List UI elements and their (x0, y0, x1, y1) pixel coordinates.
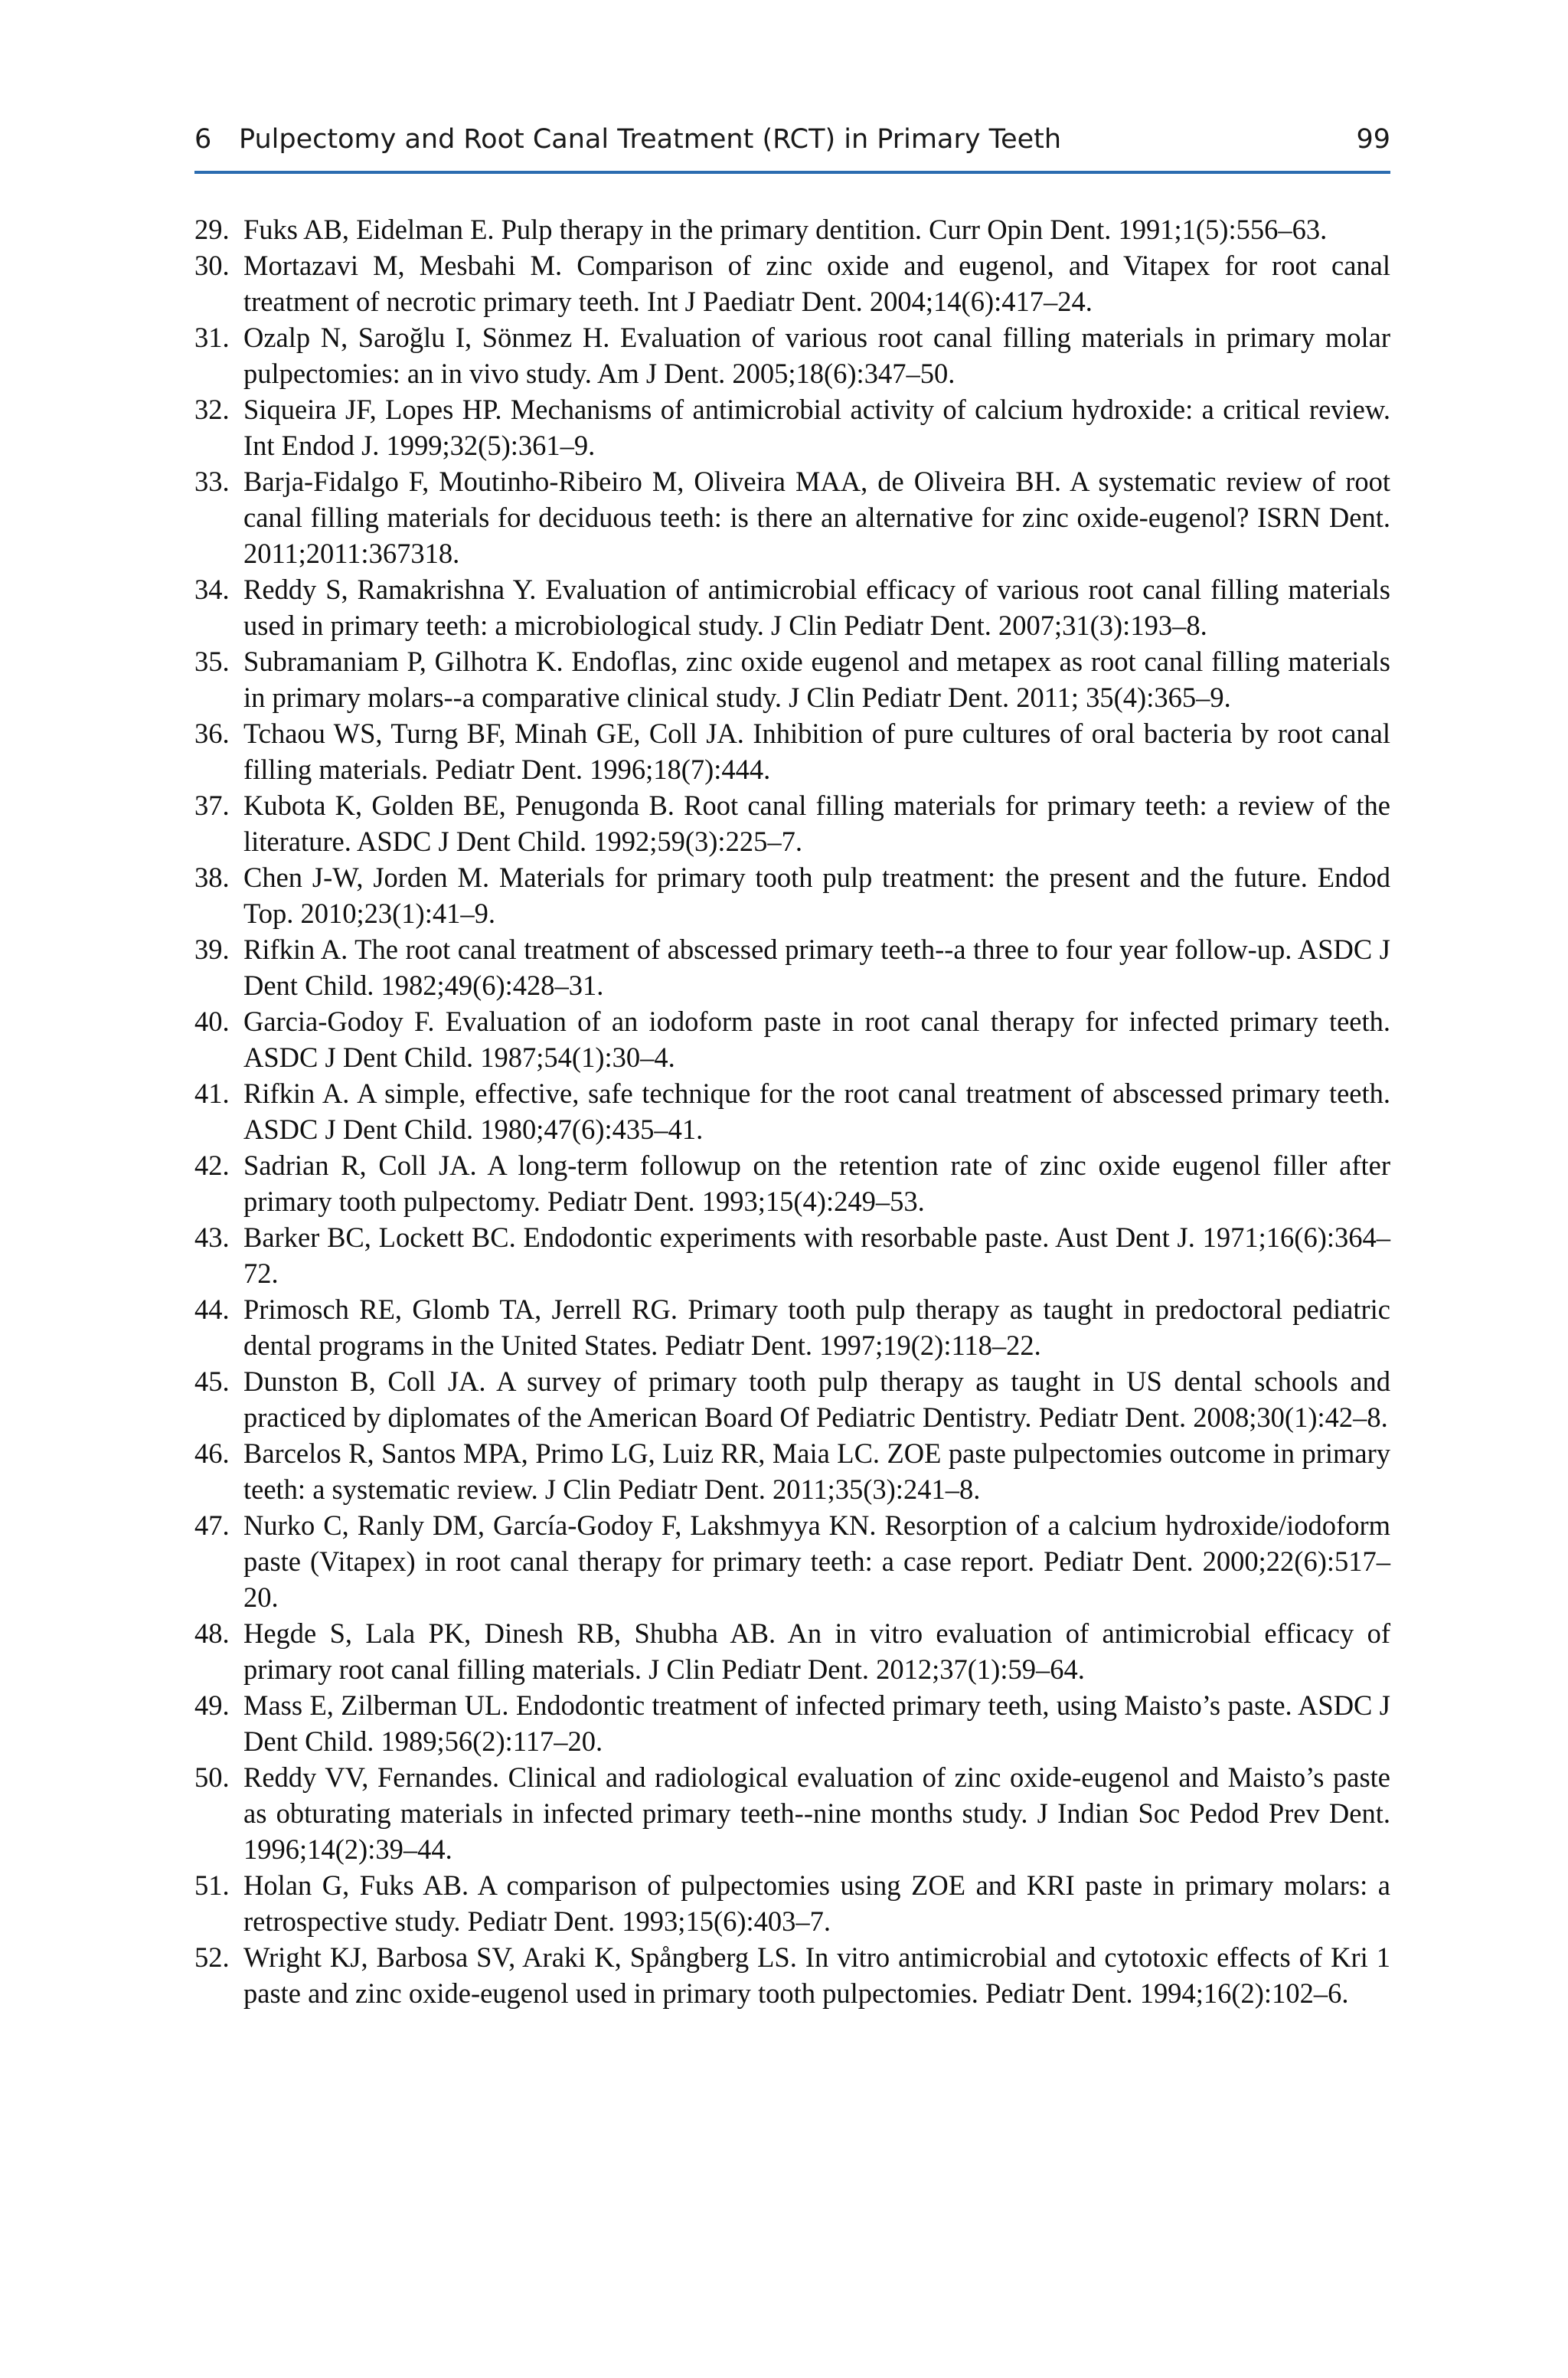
reference-number: 44. (194, 1294, 230, 1325)
reference-item (194, 1615, 1390, 1687)
reference-item (194, 1435, 1390, 1507)
reference-number: 46. (194, 1438, 230, 1469)
reference-text: Hegde S, Lala PK, Dinesh RB, Shubha AB. An in vitro evaluation of antimicrobial efficacy of primary root canal filling materials. J Clin Pediatr Dent. 2012;37(1):59–64. (243, 1617, 1390, 1685)
reference-number: 48. (194, 1617, 230, 1649)
reference-item (194, 931, 1390, 1003)
reference-item (194, 319, 1390, 391)
reference-number: 45. (194, 1366, 230, 1397)
reference-text: Tchaou WS, Turng BF, Minah GE, Coll JA. Inhibition of pure cultures of oral bacteria by root canal filling materials. Pediatr Dent. 1996;18(7):444. (243, 718, 1390, 785)
reference-text: Barja-Fidalgo F, Moutinho-Ribeiro M, Oliveira MAA, de Oliveira BH. A systematic review of root canal filling materials for deciduous teeth: is there an alternative for zinc oxide-eugenol? ISRN Dent. 2011;2011:367318. (243, 466, 1390, 569)
reference-item (194, 1939, 1390, 2011)
reference-text: Barcelos R, Santos MPA, Primo LG, Luiz RR, Maia LC. ZOE paste pulpectomies outcome in primary teeth: a systematic review. J Clin Pediatr Dent. 2011;35(3):241–8. (243, 1438, 1390, 1505)
reference-number: 32. (194, 394, 230, 425)
reference-item (194, 571, 1390, 643)
reference-item (194, 1147, 1390, 1219)
reference-item (194, 1291, 1390, 1363)
reference-text: Reddy S, Ramakrishna Y. Evaluation of antimicrobial efficacy of various root canal filling materials used in primary teeth: a microbiological study. J Clin Pediatr Dent. 2007;31(3):193–8. (243, 574, 1390, 641)
reference-item (194, 787, 1390, 859)
reference-number: 41. (194, 1078, 230, 1109)
reference-number: 47. (194, 1510, 230, 1541)
reference-text: Barker BC, Lockett BC. Endodontic experiments with resorbable paste. Aust Dent J. 1971;16(6):364–72. (243, 1222, 1390, 1289)
reference-item (194, 1507, 1390, 1615)
reference-text: Mortazavi M, Mesbahi M. Comparison of zinc oxide and eugenol, and Vitapex for root canal treatment of necrotic primary teeth. Int J Paediatr Dent. 2004;14(6):417–24. (243, 250, 1390, 317)
reference-number: 31. (194, 322, 230, 353)
reference-text: Siqueira JF, Lopes HP. Mechanisms of antimicrobial activity of calcium hydroxide: a critical review. Int Endod J. 1999;32(5):361–9. (243, 394, 1390, 461)
reference-text: Rifkin A. A simple, effective, safe technique for the root canal treatment of abscessed primary teeth. ASDC J Dent Child. 1980;47(6):435–41. (243, 1078, 1390, 1145)
reference-number: 36. (194, 718, 230, 749)
reference-item (194, 715, 1390, 787)
reference-number: 37. (194, 790, 230, 821)
reference-number: 50. (194, 1761, 230, 1793)
reference-text: Rifkin A. The root canal treatment of abscessed primary teeth--a three to four year follow-up. ASDC J Dent Child. 1982;49(6):428–31. (243, 934, 1390, 1001)
reference-number: 38. (194, 862, 230, 893)
reference-item (194, 1363, 1390, 1435)
reference-number: 52. (194, 1941, 230, 1973)
reference-number: 33. (194, 466, 230, 497)
reference-item (194, 211, 1390, 247)
reference-number: 35. (194, 646, 230, 677)
reference-number: 43. (194, 1222, 230, 1253)
reference-number: 42. (194, 1150, 230, 1181)
reference-item (194, 1867, 1390, 1939)
reference-text: Chen J-W, Jorden M. Materials for primary tooth pulp treatment: the present and the future. Endod Top. 2010;23(1):41–9. (243, 862, 1390, 929)
reference-text: Wright KJ, Barbosa SV, Araki K, Spångberg LS. In vitro antimicrobial and cytotoxic effects of Kri 1 paste and zinc oxide-eugenol used in primary tooth pulpectomies. Pediatr Dent. 1994;16(2):102–6. (243, 1941, 1390, 2009)
reference-item (194, 1075, 1390, 1147)
reference-text: Subramaniam P, Gilhotra K. Endoflas, zinc oxide eugenol and metapex as root canal filling materials in primary molars--a comparative clinical study. J Clin Pediatr Dent. 2011; 35(4):365–9. (243, 646, 1390, 713)
reference-item (194, 1219, 1390, 1291)
reference-item (194, 1687, 1390, 1759)
reference-text: Primosch RE, Glomb TA, Jerrell RG. Primary tooth pulp therapy as taught in predoctoral pediatric dental programs in the United States. Pediatr Dent. 1997;19(2):118–22. (243, 1294, 1390, 1361)
reference-item (194, 463, 1390, 571)
reference-number: 49. (194, 1689, 230, 1721)
chapter-number: 6 (194, 124, 212, 155)
reference-item (194, 247, 1390, 319)
reference-number: 40. (194, 1006, 230, 1037)
reference-item (194, 859, 1390, 931)
reference-number: 29. (194, 214, 230, 245)
reference-text: Kubota K, Golden BE, Penugonda B. Root canal filling materials for primary teeth: a review of the literature. ASDC J Dent Child. 1992;59(3):225–7. (243, 790, 1390, 857)
reference-item (194, 1759, 1390, 1867)
header-rule (194, 171, 1390, 174)
page-number: 99 (1356, 124, 1390, 155)
reference-text: Fuks AB, Eidelman E. Pulp therapy in the primary dentition. Curr Opin Dent. 1991;1(5):556–63. (243, 214, 1328, 245)
running-head (194, 121, 1390, 167)
reference-text: Reddy VV, Fernandes. Clinical and radiological evaluation of zinc oxide-eugenol and Maisto’s paste as obturating materials in infected primary teeth--nine months study. J Indian Soc Pedod Prev Dent. 1996;14(2):39–44. (243, 1761, 1390, 1865)
reference-text: Holan G, Fuks AB. A comparison of pulpectomies using ZOE and KRI paste in primary molars: a retrospective study. Pediatr Dent. 1993;15(6):403–7. (243, 1869, 1390, 1937)
reference-number: 34. (194, 574, 230, 605)
reference-text: Garcia-Godoy F. Evaluation of an iodoform paste in root canal therapy for infected primary teeth. ASDC J Dent Child. 1987;54(1):30–4. (243, 1006, 1390, 1073)
reference-number: 30. (194, 250, 230, 281)
reference-item (194, 391, 1390, 463)
reference-number: 51. (194, 1869, 230, 1901)
reference-text: Sadrian R, Coll JA. A long-term followup on the retention rate of zinc oxide eugenol filler after primary tooth pulpectomy. Pediatr Dent. 1993;15(4):249–53. (243, 1150, 1390, 1217)
reference-item (194, 1003, 1390, 1075)
reference-item (194, 643, 1390, 715)
reference-text: Ozalp N, Saroğlu I, Sönmez H. Evaluation of various root canal filling materials in primary molar pulpectomies: an in vivo study. Am J Dent. 2005;18(6):347–50. (243, 322, 1390, 389)
reference-number: 39. (194, 934, 230, 965)
reference-text: Mass E, Zilberman UL. Endodontic treatment of infected primary teeth, using Maisto’s paste. ASDC J Dent Child. 1989;56(2):117–20. (243, 1689, 1390, 1757)
reference-text: Dunston B, Coll JA. A survey of primary tooth pulp therapy as taught in US dental schools and practiced by diplomates of the American Board Of Pediatric Dentistry. Pediatr Dent. 2008;30(1):42–8. (243, 1366, 1390, 1433)
chapter-title: Pulpectomy and Root Canal Treatment (RCT) in Primary Teeth (239, 124, 1062, 155)
reference-text: Nurko C, Ranly DM, García-Godoy F, Lakshmyya KN. Resorption of a calcium hydroxide/​iodoform paste (Vitapex) in root canal therapy for primary teeth: a case report. Pediatr Dent. 2000;22(6):517–20. (243, 1510, 1390, 1613)
reference-list (194, 211, 1390, 2011)
